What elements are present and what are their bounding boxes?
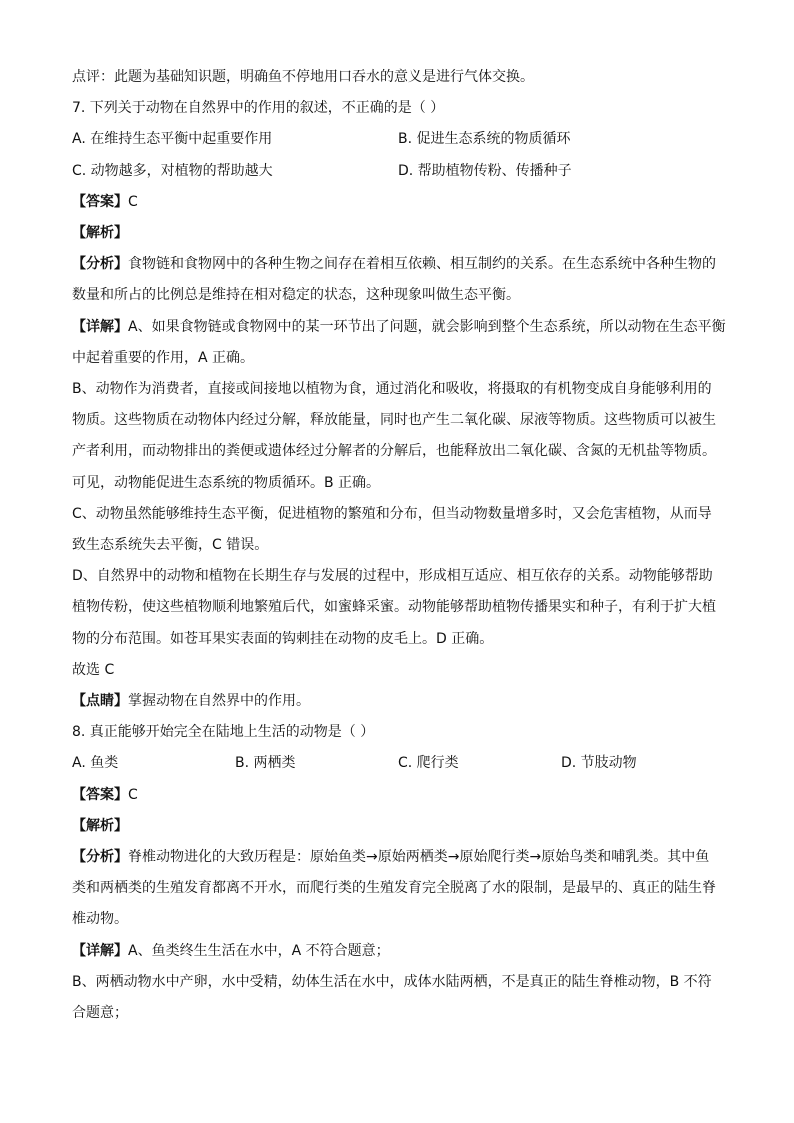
q7-option-a: A. 在维持生态平衡中起重要作用 [72,131,273,148]
q7-answer [72,187,724,218]
q7-fenxi-text-1: 食物链和食物网中的各种生物之间存在着相互依赖、相互制约的关系。在生态系统中各种生物的 [128,256,716,273]
q7-dianjing-text: 掌握动物在自然界中的作用。 [128,693,310,710]
q7-xiangjie-line-2: 中起着重要的作用，A 正确。 [72,349,255,366]
q7-analysis-heading: 【解析】 [72,225,128,242]
answer-tag: 【答案】 [72,193,128,210]
fenxi-tag: 【分析】 [72,849,128,866]
q7-option-b: B. 促进生态系统的物质循环 [398,131,571,148]
q7-xiangjie-line-9: D、自然界中的动物和植物在长期生存与发展的过程中，形成相互适应、相互依存的关系。动物能够帮助 [72,568,713,585]
q8-option-b: B. 两栖类 [235,755,296,772]
q7-answer-value: C [128,193,138,210]
xiangjie-tag: 【详解】 [72,942,128,959]
q8-xiangjie-line-1 [72,936,724,967]
q8-answer-value: C [128,786,138,803]
q8-option-a: A. 鱼类 [72,755,119,772]
q8-stem: 8. 真正能够开始完全在陆地上生活的动物是（ ） [72,724,375,741]
q7-stem: 7. 下列关于动物在自然界中的作用的叙述，不正确的是（ ） [72,100,445,117]
q7-dianjing [72,686,724,717]
previous-comment: 点评：此题为基础知识题，明确鱼不停地用口吞水的意义是进行气体交换。 [72,69,534,85]
q8-xiangjie-text-1: A、鱼类终生生活在水中，A 不符合题意； [128,942,390,959]
q8-analysis-heading: 【解析】 [72,817,128,834]
q7-xiangjie-line-1 [72,312,724,343]
answer-tag: 【答案】 [72,786,128,803]
q7-options-row-1 [72,124,724,155]
q8-xiangjie-line-3: 合题意； [72,1005,128,1022]
q8-option-c: C. 爬行类 [398,755,459,772]
q8-answer [72,780,724,811]
q8-fenxi-line-2: 类和两栖类的生殖发育都离不开水，而爬行类的生殖发育完全脱离了水的限制，是最早的、真正的陆生脊 [72,880,716,897]
q7-option-d: D. 帮助植物传粉、传播种子 [398,162,572,179]
q7-fenxi-line-2: 数量和所占的比例总是维持在相对稳定的状态，这种现象叫做生态平衡。 [72,287,520,304]
q7-fenxi-line-1 [72,249,724,280]
q7-xiangjie-line-10: 植物传粉，使这些植物顺利地繁殖后代，如蜜蜂采蜜。动物能够帮助植物传播果实和种子，有利于扩大植 [72,599,716,616]
q7-xiangjie-line-5: 产者利用，而动物排出的粪便或遗体经过分解者的分解后，也能释放出二氧化碳、含氮的无机盐等物质。 [72,443,716,460]
q8-fenxi-text-1: 脊椎动物进化的大致历程是：原始鱼类→原始两栖类→原始爬行类→原始鸟类和哺乳类。其中鱼 [128,849,710,866]
q8-fenxi-line-1 [72,842,724,873]
dianjing-tag: 【点睛】 [72,693,128,710]
q8-option-d: D. 节肢动物 [561,755,637,772]
q8-options-row [72,748,724,779]
q7-option-c: C. 动物越多，对植物的帮助越大 [72,162,273,179]
q8-xiangjie-line-2: B、两栖动物水中产卵，水中受精，幼体生活在水中，成体水陆两栖，不是真正的陆生脊椎动物，B 不符 [72,973,712,990]
fenxi-tag: 【分析】 [72,256,128,273]
q7-xiangjie-line-11: 物的分布范围。如苍耳果实表面的钩刺挂在动物的皮毛上。D 正确。 [72,630,494,647]
q7-xiangjie-line-8: 致生态系统失去平衡，C 错误。 [72,537,269,554]
q7-xiangjie-line-6: 可见，动物能促进生态系统的物质循环。B 正确。 [72,474,381,491]
xiangjie-tag: 【详解】 [72,318,128,335]
q7-conclusion: 故选 C [72,661,115,678]
q7-xiangjie-line-4: 物质。这些物质在动物体内经过分解，释放能量，同时也产生二氧化碳、尿液等物质。这些物质可以被生 [72,412,716,429]
q7-xiangjie-text-1: A、如果食物链或食物网中的某一环节出了问题，就会影响到整个生态系统，所以动物在生态平衡 [128,318,726,335]
document-page [72,62,724,1029]
q7-xiangjie-line-3: B、动物作为消费者，直接或间接地以植物为食，通过消化和吸收，将摄取的有机物变成自身能够利用的 [72,381,712,398]
q7-options-row-2 [72,156,724,187]
q7-xiangjie-line-7: C、动物虽然能够维持生态平衡，促进植物的繁殖和分布，但当动物数量增多时，又会危害植物，从而导 [72,505,712,522]
q8-fenxi-line-3: 椎动物。 [72,911,128,928]
